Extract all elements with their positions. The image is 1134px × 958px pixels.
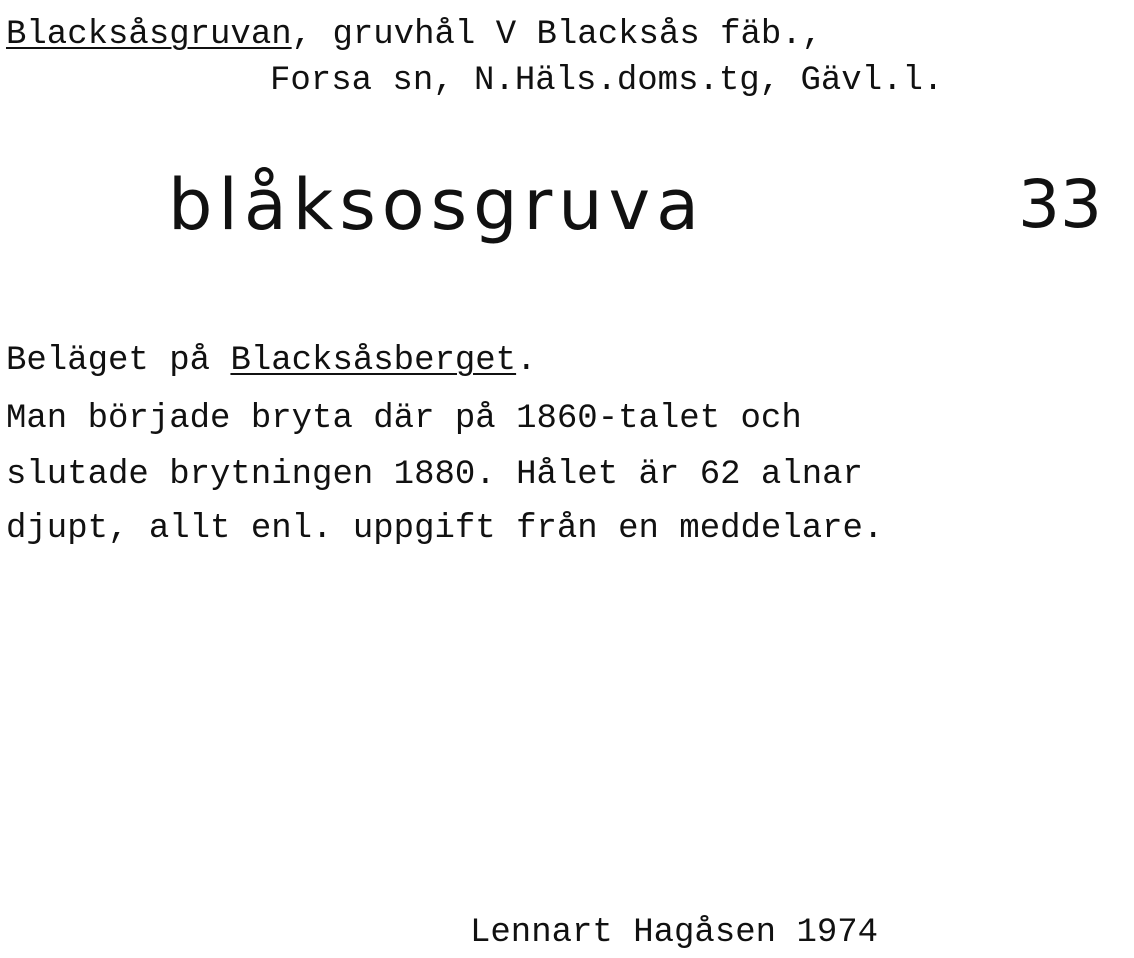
place-reference: Blacksåsberget [230,342,517,380]
header-line-1 [6,18,822,52]
signature: Lennart Hagåsen 1974 [470,914,879,952]
body-line-2: Man började bryta där på 1860-talet och [6,400,802,438]
body-line-1-prefix: Beläget på [6,342,231,380]
place-name: Blacksåsgruvan [6,16,292,54]
card-number: 33 [1018,166,1102,243]
body-line-1-suffix: . [516,342,537,380]
body-line-3: slutade brytningen 1880. Hålet är 62 alnar [6,456,863,494]
header-line-2: Forsa sn, N.Häls.doms.tg, Gävl.l. [270,62,944,100]
body-line-1 [6,344,537,378]
header-description: , gruvhål V Blacksås fäb., [291,16,823,54]
body-line-4: djupt, allt enl. uppgift från en meddelare. [6,510,884,548]
pronunciation: blåksosgruva [168,164,705,246]
